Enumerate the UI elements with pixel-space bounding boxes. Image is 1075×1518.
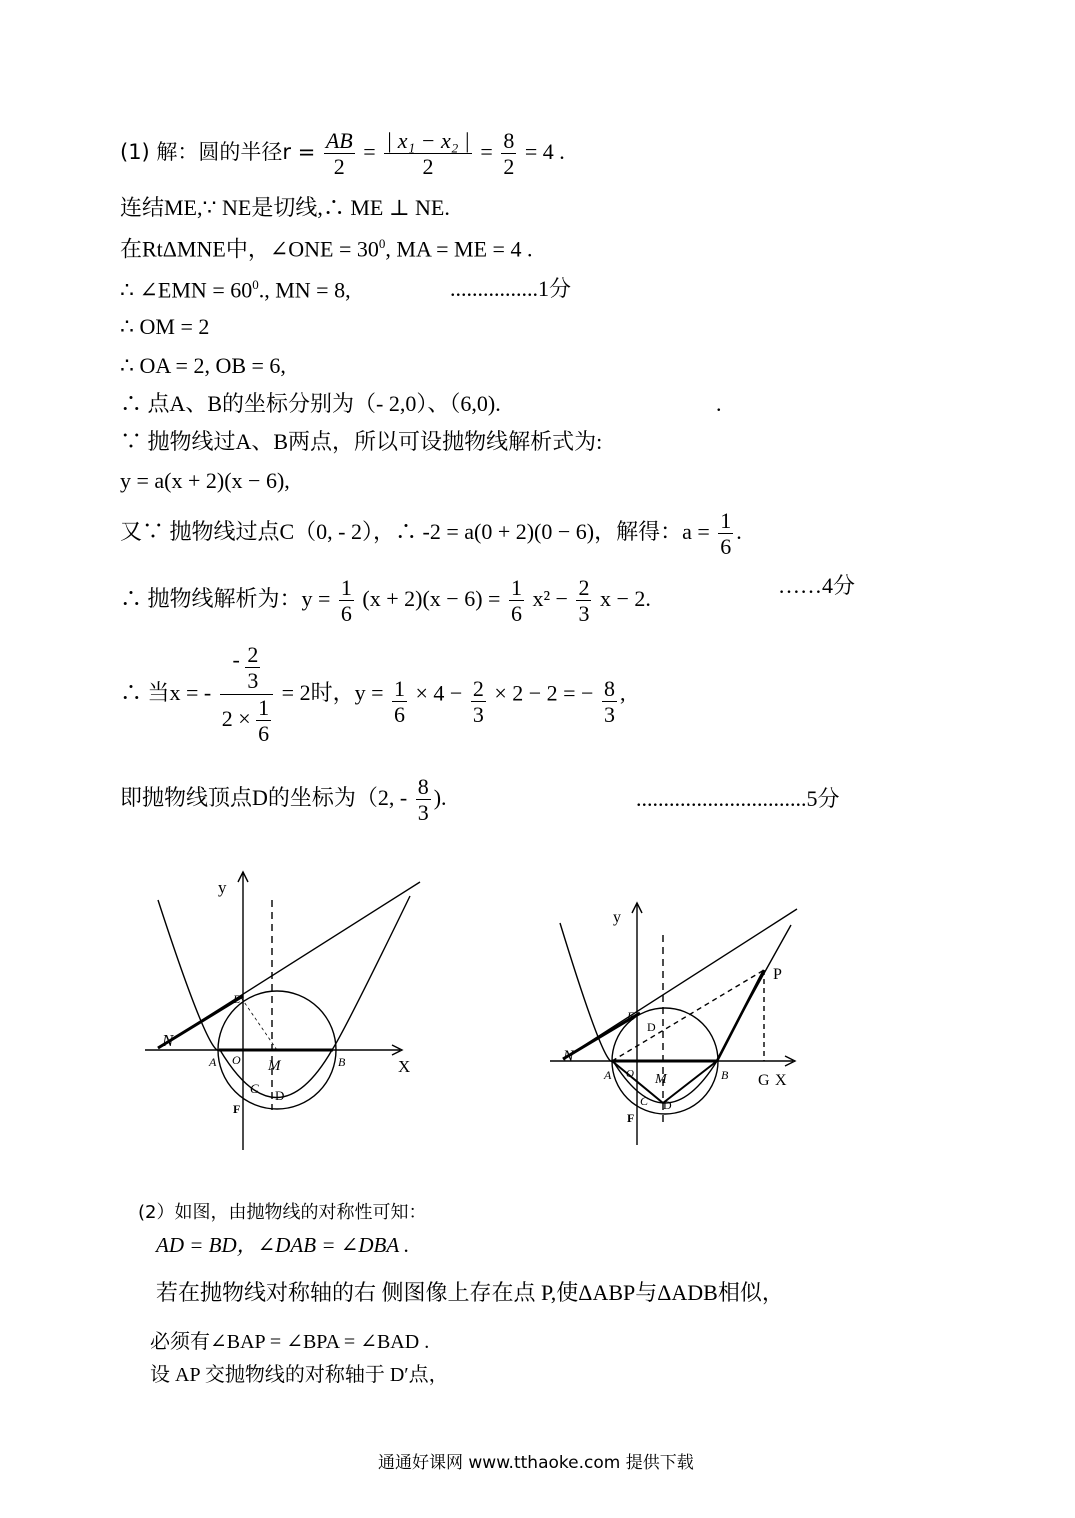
vertex-d-text: 即抛物线顶点D的坐标为（2, - [120,784,408,810]
frac-den: 6 [720,534,732,560]
frac-den: 2 [333,154,345,180]
mn-value: ., MN = 8, [258,277,351,303]
score-5: ...............................5分 [636,786,840,811]
label-a: A [604,1068,612,1082]
stray-dot: . [716,391,722,416]
neg-sign: - [232,646,240,672]
label-m: M [268,1058,281,1074]
label-e: E [627,1009,635,1023]
frac-vertex [220,642,273,746]
label-y: y [218,878,227,897]
point-c-line [120,508,742,560]
degree-sup: 0 [378,236,386,251]
frac-1-over-6 [509,575,524,627]
triangle-mne-line [120,237,532,260]
frac-num: 1 [393,676,405,701]
frac-2-over-3 [576,575,591,627]
label-d: D [663,1098,672,1112]
frac-num: 8 [503,128,515,153]
frac-num: 8 [603,676,615,701]
label-g: G [758,1072,770,1089]
label-f: F [233,1102,241,1116]
label-o: O [232,1053,241,1067]
expr-mid: (x + 2)(x − 6) = [362,585,501,611]
vertex-d-line [120,774,840,826]
period: . [736,518,742,544]
parabola-passes-line: ∵ 抛物线过A、B两点，所以可设抛物线解析式为: [120,429,603,454]
times-2: × 2 − 2 = − [494,680,594,706]
label-m: M [655,1072,667,1087]
connect-me-line: 连结ME,∵ NE是切线,∴ ME ⊥ NE. [120,195,450,220]
frac-den: 3 [472,702,484,728]
label-e: E [233,992,241,1006]
radius-line: (1) 解：圆的半径r = $\frac{AB}{2}$ = $\frac{\text{| x₁ − x₂ |}}{2}$ = $\frac{8}{2}$ = 4 . [120,128,565,180]
frac-abs-over-2 [384,128,472,180]
label-x: X [775,1072,787,1089]
frac-num: 1 [258,694,270,720]
frac-2-over-3 [245,642,260,694]
oa-ob-line: ∴ OA = 2, OB = 6, [120,353,286,378]
frac-8-over-2 [501,128,516,180]
label-c: C [640,1094,649,1108]
label-n: N [162,1031,174,1050]
angle-emn: ∴ ∠EMN = 60 [120,277,253,303]
y-value-expr [389,676,625,728]
score-4: ……4分 [778,573,856,598]
label-c: C [250,1081,259,1096]
frac-den: 3 [603,702,615,728]
frac-den: 3 [417,800,429,826]
left-figure [140,860,440,1160]
coords-ab: ∴ 点A、B的坐标分别为（- 2,0）、（6,0). [120,391,501,416]
label-d: D [275,1088,285,1103]
parabola-form-line: y = a(x + 2)(x − 6), [120,468,290,493]
frac-den: 6 [510,601,522,627]
angle-emn-line [120,276,572,303]
coords-ab-line [120,391,722,416]
y-equals: = 2时，y = [281,680,384,706]
frac-8-over-3 [416,774,431,826]
label-p: P [773,966,782,983]
label-x: X [398,1057,411,1076]
frac-1-over-6 [392,676,407,728]
score-1: ................1分 [450,276,572,301]
frac-num: 2 [472,676,484,701]
close-paren: ). [433,784,447,810]
frac-num: | x₁ − x₂ | [386,128,470,153]
expr-start: ∴ 抛物线解析为：y = [120,585,331,611]
parabola-expr-line [120,573,856,627]
frac-den: 6 [258,720,270,746]
frac-den: 6 [393,702,405,728]
footer-credit: 通通好课网 www.tthaoke.com 提供下载 [378,1453,694,1473]
vertex-x-line [120,642,625,746]
angle-one: 在RtΔMNE中，∠ONE = 30 [120,236,379,262]
solve-a: 又∵ 抛物线过点C（0, - 2），∴ -2 = a(0 + 2)(0 − 6)，解得：a = [120,518,710,544]
frac-2-over-3 [471,676,486,728]
frac-den: 6 [340,601,352,627]
frac-num: 1 [720,508,732,533]
parabola [158,896,410,1098]
label-o: O [626,1068,634,1080]
ma-me: , MA = ME = 4 . [385,236,533,262]
expr-x2: x² − [532,585,568,611]
frac-num: 2 [578,575,590,600]
frac-den: 2 [503,154,515,180]
frac-den [220,695,273,747]
part2-d-prime: 设 AP 交抛物线的对称轴于 D′点， [150,1364,449,1386]
frac-8-over-3 [602,676,617,728]
part2-angles: 必须有∠BAP = ∠BPA = ∠BAD . [150,1331,430,1353]
frac-num [220,642,273,695]
label-y: y [613,909,621,926]
label-f: F [627,1111,635,1125]
frac-num: 2 [247,642,259,667]
degree-sup: 0 [252,277,259,292]
radius-prefix: (1) 解：圆的半径r = [120,139,316,164]
frac-1-over-6 [339,575,354,627]
part2-symmetry: AD = BD，∠DAB = ∠DBA . [156,1233,410,1257]
frac-1-over-6 [718,508,733,560]
two-times: 2 × [221,705,251,731]
label-b: B [721,1068,729,1082]
frac-1-over-6 [256,695,271,747]
when-x: ∴ 当x = - [120,680,212,706]
segment-bd [663,1061,717,1103]
times-4: × 4 − [415,680,463,706]
frac-num: 1 [340,575,352,600]
frac-ab-over-2 [324,128,355,180]
parabola [560,923,791,1103]
comma: , [619,680,626,706]
expr-end: x − 2. [599,585,651,611]
label-b: B [338,1055,346,1069]
frac-den: 3 [578,601,590,627]
label-d-prime: D [647,1020,656,1034]
label-n: N [563,1048,574,1065]
right-figure [545,895,815,1155]
frac-den: 3 [247,668,259,694]
frac-num: AB [325,128,353,153]
frac-num: 1 [510,575,522,600]
part2-condition: 若在抛物线对称轴的右 侧图像上存在点 P,使ΔABP与ΔADB相似， [156,1280,784,1305]
frac-num: 8 [417,774,429,799]
om-line: ∴ OM = 2 [120,314,210,339]
frac-den: 2 [422,154,434,180]
radius-result: = 4 . [524,138,565,164]
label-a: A [209,1055,217,1069]
part2-intro: (2）如图，由抛物线的对称性可知： [138,1202,427,1223]
